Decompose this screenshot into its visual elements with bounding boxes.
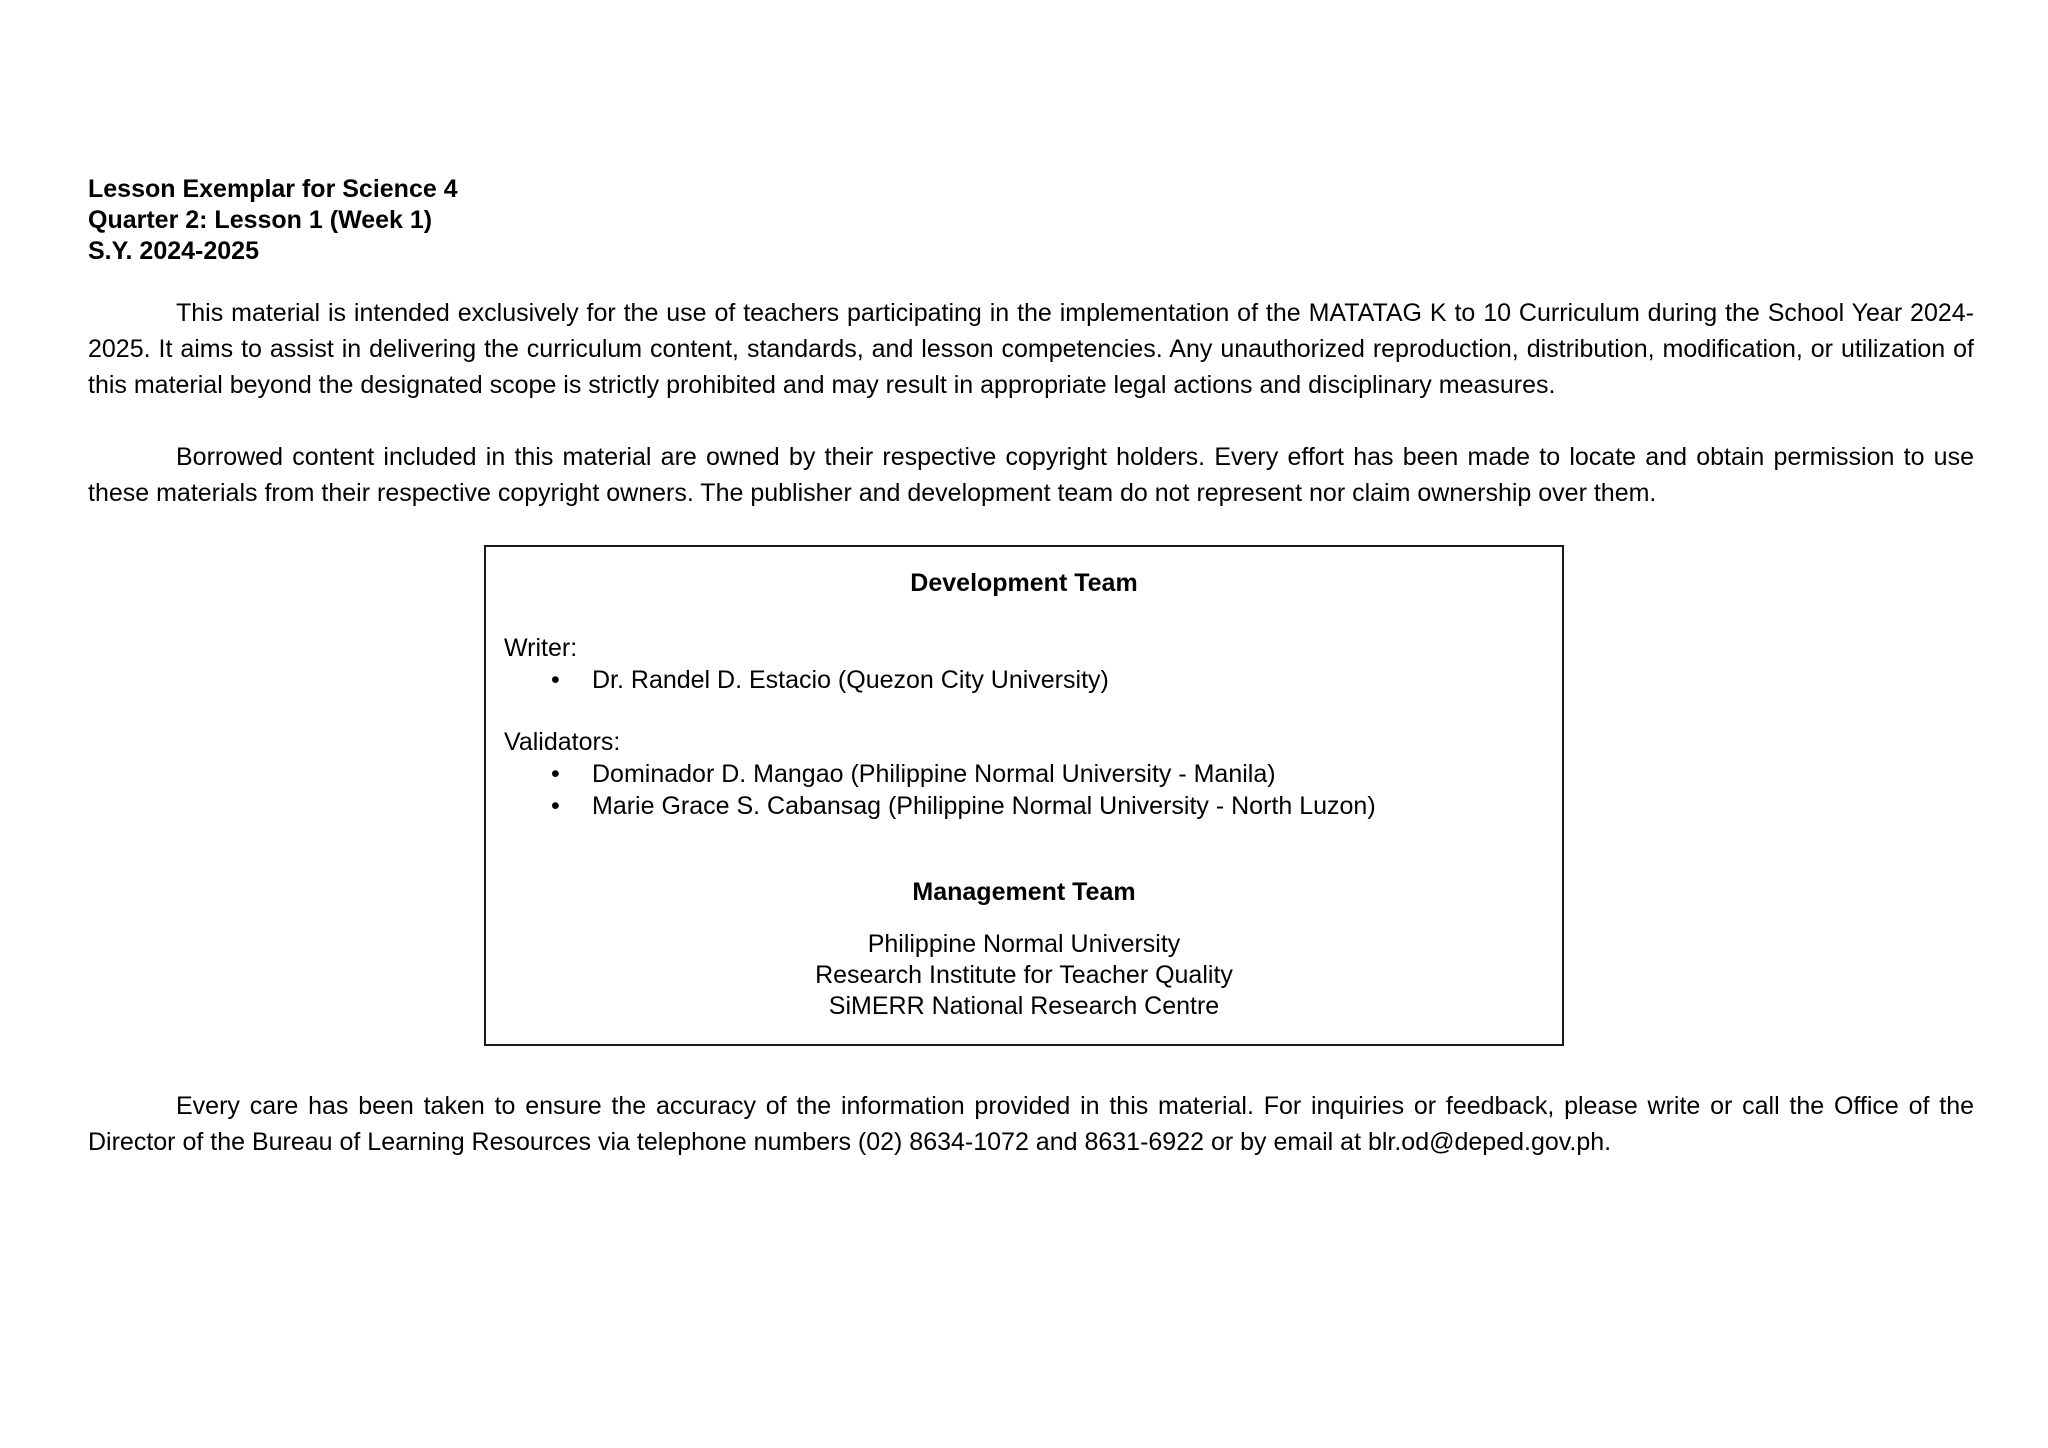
team-credits-box — [484, 545, 1564, 1046]
header-school-year: S.Y. 2024-2025 — [88, 237, 259, 265]
usage-notice-paragraph: This material is intended exclusively for the use of teachers participating in the implementation of the MATATAG K to 10 Curriculum during the School Year 2024-2025. It aims to assist in delivering the curriculum content, standards, and lesson competencies. Any unauthorized reproduction, distribution, modification, or utilization of this material beyond the designated scope is strictly prohibited and may result in appropriate legal actions and disciplinary measures. — [88, 299, 1974, 399]
contact-notice-paragraph: Every care has been taken to ensure the accuracy of the information provided in this material. For inquiries or feedback, please write or call the Office of the Director of the Bureau of Learning Resources via telephone numbers (02) 8634-1072 and 8631-6922 or by email at blr.od@deped.gov.ph. — [88, 1092, 1974, 1156]
copyright-notice-paragraph: Borrowed content included in this material are owned by their respective copyright holders. Every effort has been made to locate and obtain permission to use these materials from their respective copyright owners. The publisher and development team do not represent nor claim ownership over them. — [88, 443, 1974, 507]
document-header — [88, 174, 1974, 267]
bullet-icon: • — [551, 792, 560, 820]
validator-name: Marie Grace S. Cabansag (Philippine Normal University - North Luzon) — [592, 792, 1376, 820]
writer-list — [486, 664, 1109, 696]
management-team-list — [486, 929, 1562, 1022]
list-item — [486, 790, 1376, 822]
writer-name: Dr. Randel D. Estacio (Quezon City University) — [592, 666, 1109, 694]
header-quarter-lesson: Quarter 2: Lesson 1 (Week 1) — [88, 206, 433, 234]
bullet-icon: • — [551, 760, 560, 788]
bullet-icon: • — [551, 666, 560, 694]
writer-label: Writer: — [504, 634, 578, 662]
development-team-heading: Development Team — [910, 569, 1138, 597]
management-team-heading: Management Team — [912, 878, 1136, 906]
management-line: SiMERR National Research Centre — [828, 992, 1220, 1020]
validators-list — [486, 758, 1376, 822]
management-line: Philippine Normal University — [867, 930, 1181, 958]
header-title: Lesson Exemplar for Science 4 — [88, 175, 458, 203]
validator-name: Dominador D. Mangao (Philippine Normal University - Manila) — [592, 760, 1276, 788]
management-line: Research Institute for Teacher Quality — [815, 961, 1233, 989]
validators-label: Validators: — [504, 728, 621, 756]
list-item — [486, 758, 1376, 790]
list-item — [486, 664, 1109, 696]
document-page — [88, 174, 1974, 1156]
